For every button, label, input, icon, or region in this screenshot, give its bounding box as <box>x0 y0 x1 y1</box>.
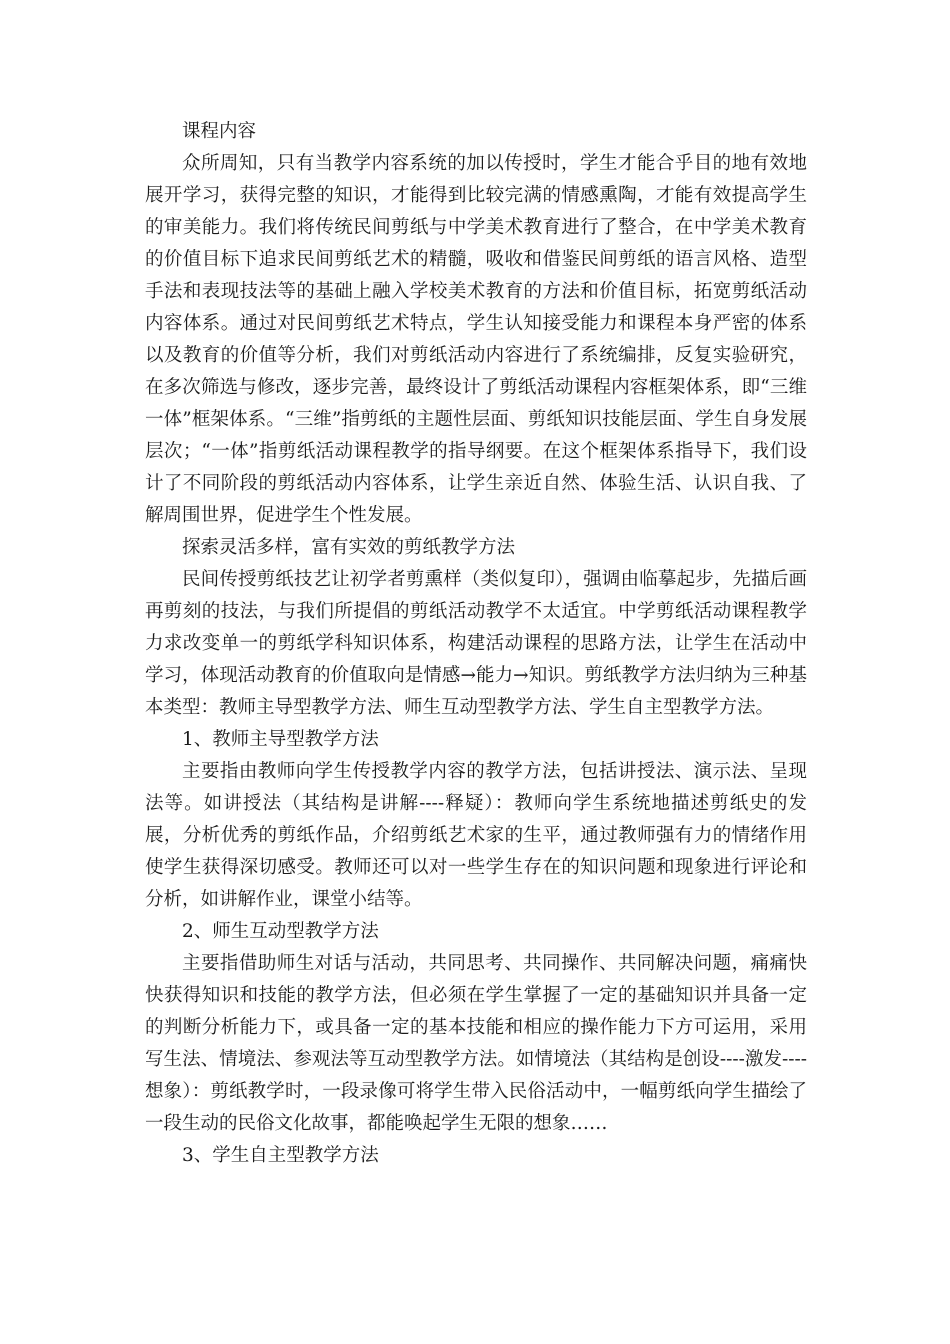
document-body <box>145 116 807 1172</box>
subheading-interactive-method: 2、师生互动型教学方法 <box>182 921 379 942</box>
paragraph-teacher-led-method: 主要指由教师向学生传授教学内容的教学方法，包括讲授法、演示法、呈现法等。如讲授法（其结构是讲解----释疑）：教师向学生系统地描述剪纸史的发展，分析优秀的剪纸作品，介绍剪纸艺术家的生平，通过教师强有力的情绪作用使学生获得深切感受。教师还可以对一些学生存在的知识问题和现象进行评论和分析，如讲解作业，课堂小结等。 <box>145 761 807 910</box>
subheading-teacher-led-method: 1、教师主导型教学方法 <box>182 729 379 750</box>
subheading-student-led-method: 3、学生自主型教学方法 <box>182 1145 379 1166</box>
paragraph-course-content: 众所周知，只有当教学内容系统的加以传授时，学生才能合乎目的地有效地展开学习，获得完整的知识，才能得到比较完满的情感熏陶，才能有效提高学生的审美能力。我们将传统民间剪纸与中学美术教育进行了整合，在中学美术教育的价值目标下追求民间剪纸艺术的精髓，吸收和借鉴民间剪纸的语言风格、造型手法和表现技法等的基础上融入学校美术教育的方法和价值目标，拓宽剪纸活动内容体系。通过对民间剪纸艺术特点，学生认知接受能力和课程本身严密的体系以及教育的价值等分析，我们对剪纸活动内容进行了系统编排，反复实验研究，在多次筛选与修改，逐步完善，最终设计了剪纸活动课程内容框架体系，即“三维一体”框架体系。“三维”指剪纸的主题性层面、剪纸知识技能层面、学生自身发展层次；“一体”指剪纸活动课程教学的指导纲要。在这个框架体系指导下，我们设计了不同阶段的剪纸活动内容体系，让学生亲近自然、体验生活、认识自我、了解周围世界，促进学生个性发展。 <box>145 153 807 526</box>
section-heading-course-content: 课程内容 <box>182 121 257 142</box>
section-heading-teaching-methods: 探索灵活多样，富有实效的剪纸教学方法 <box>182 537 516 558</box>
paragraph-interactive-method: 主要指借助师生对话与活动，共同思考、共同操作、共同解决问题，痛痛快快获得知识和技能的教学方法，但必须在学生掌握了一定的基础知识并具备一定的判断分析能力下，或具备一定的基本技能和相应的操作能力下方可运用，采用写生法、情境法、参观法等互动型教学方法。如情境法（其结构是创设----激发----想象）：剪纸教学时，一段录像可将学生带入民俗活动中，一幅剪纸向学生描绘了一段生动的民俗文化故事，都能唤起学生无限的想象…… <box>145 953 807 1134</box>
paragraph-teaching-methods: 民间传授剪纸技艺让初学者剪熏样（类似复印），强调由临摹起步，先描后画再剪刻的技法，与我们所提倡的剪纸活动教学不太适宜。中学剪纸活动课程教学力求改变单一的剪纸学科知识体系，构建活动课程的思路方法，让学生在活动中学习，体现活动教育的价值取向是情感→能力→知识。剪纸教学方法归纳为三种基本类型：教师主导型教学方法、师生互动型教学方法、学生自主型教学方法。 <box>145 569 807 718</box>
